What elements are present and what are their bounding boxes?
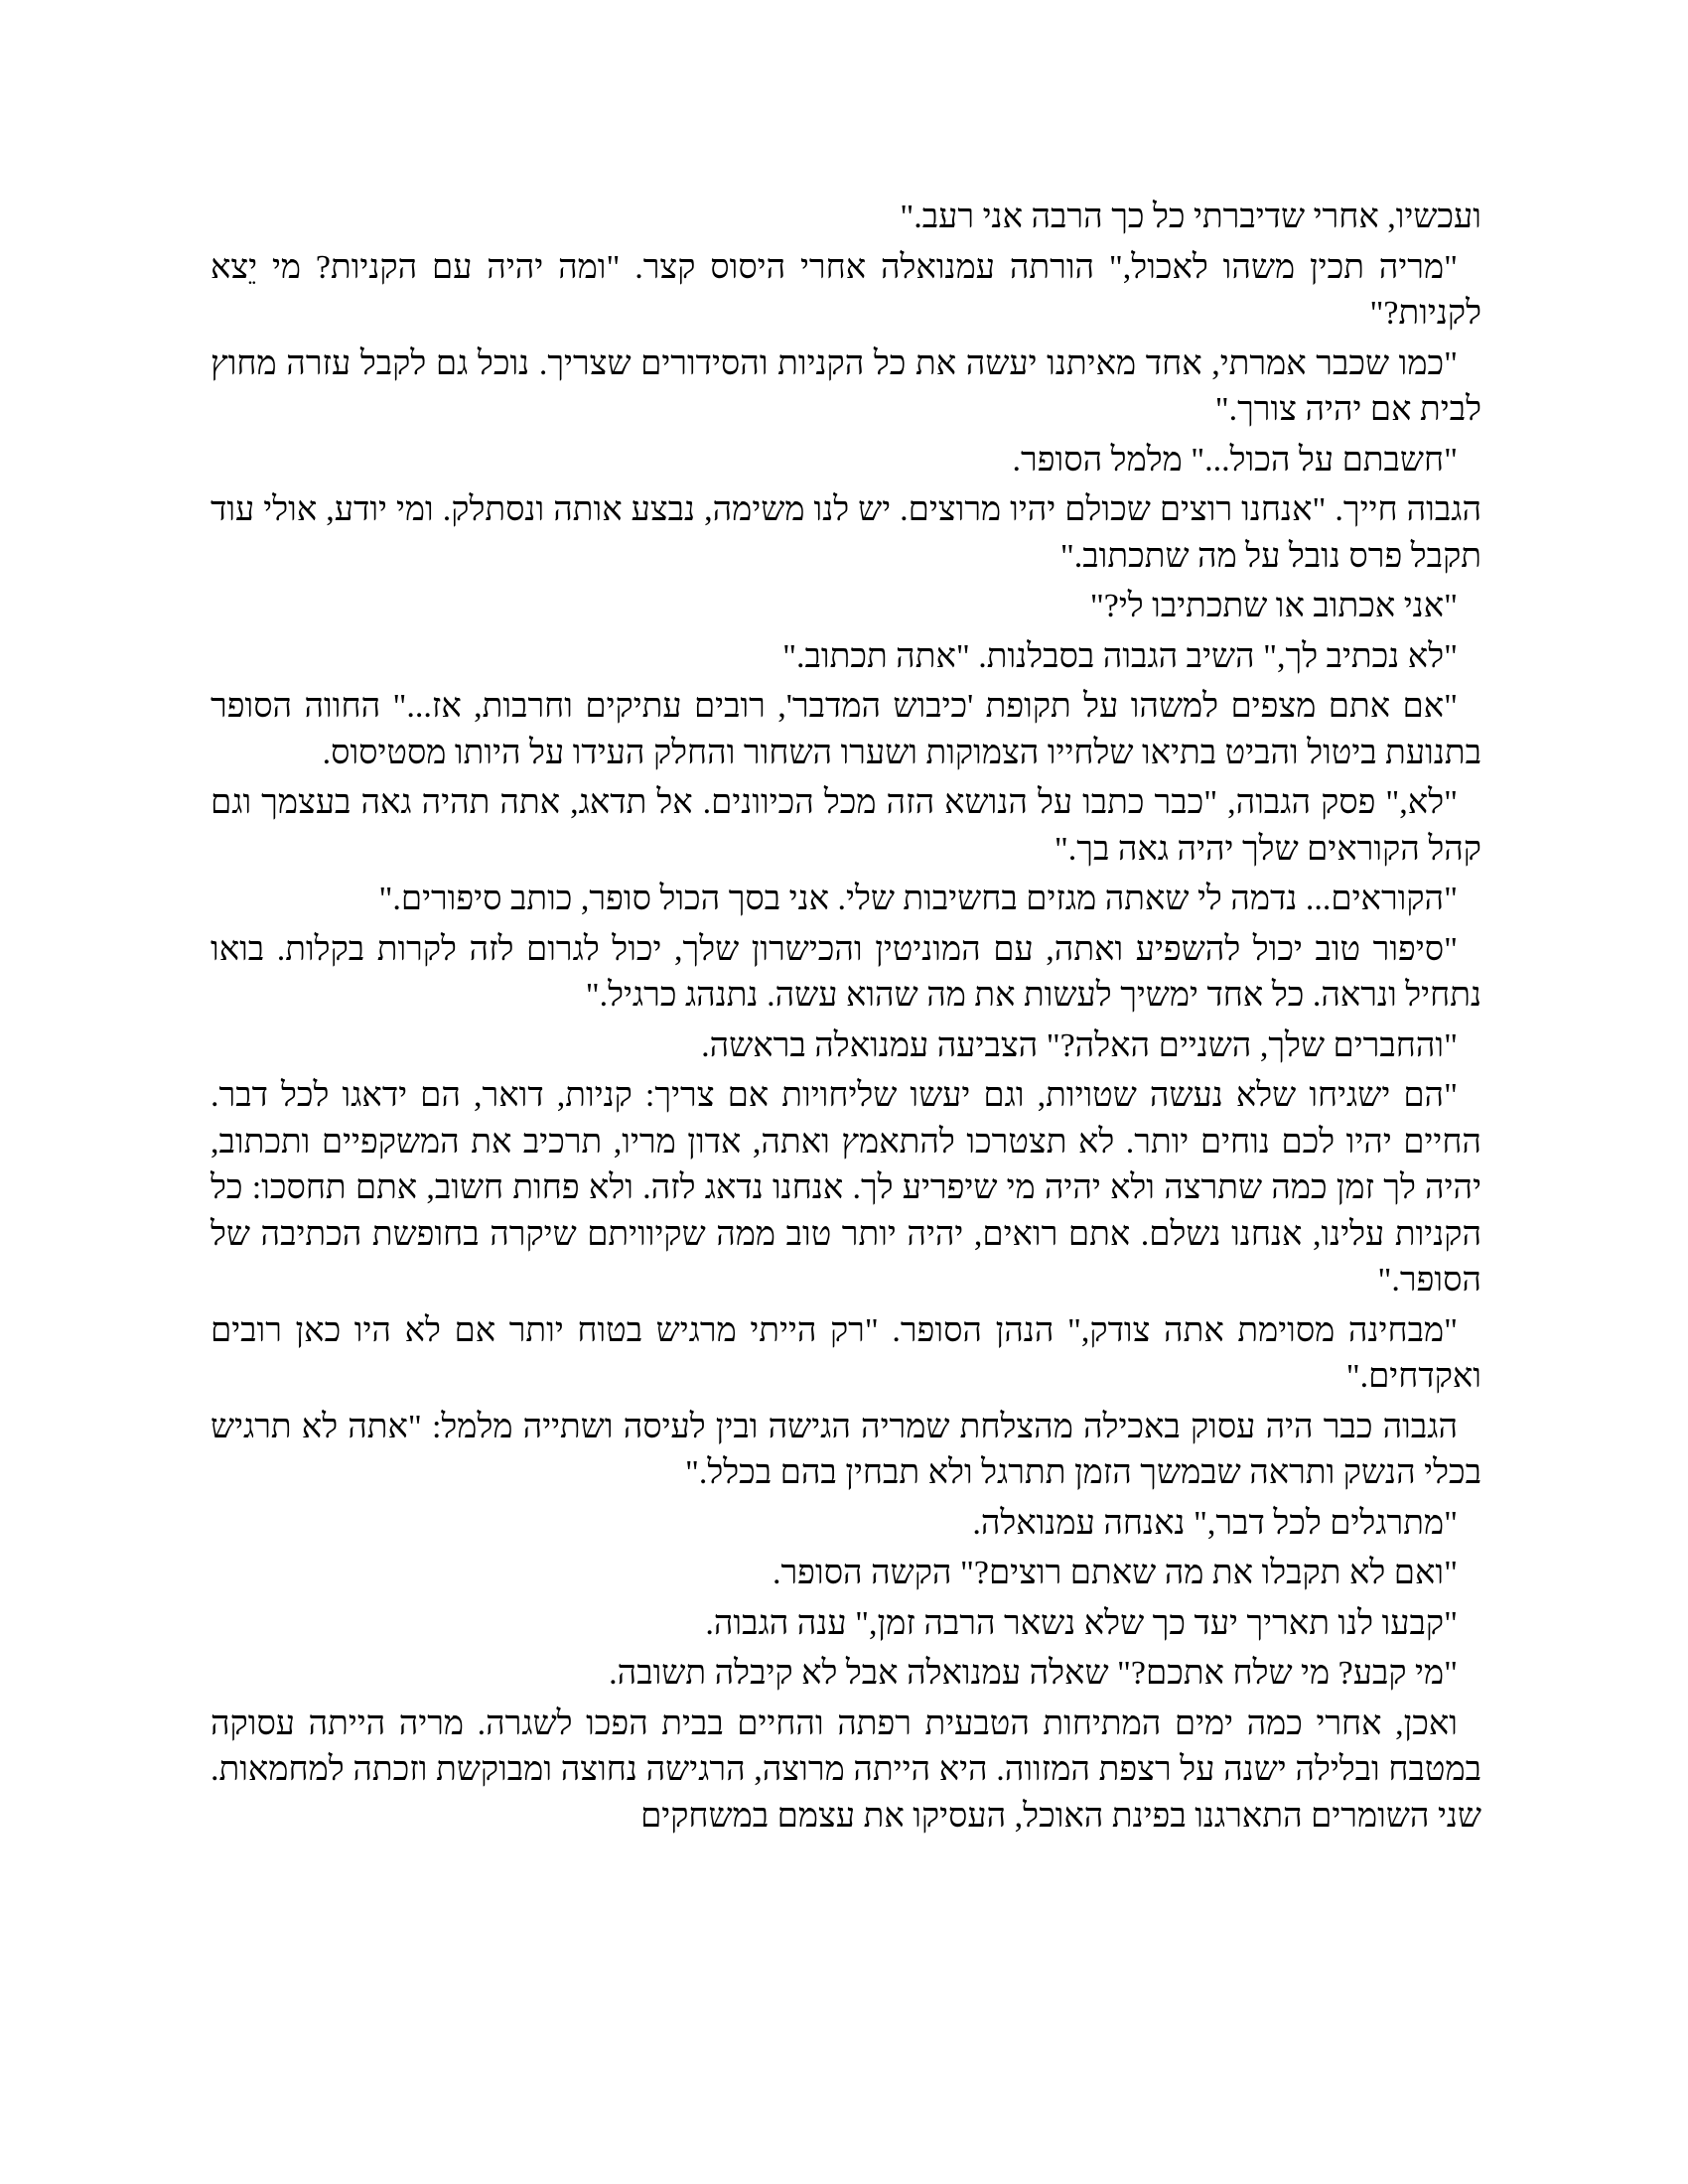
paragraph: "לא," פסק הגבוה, "כבר כתבו על הנושא הזה מכל הכיוונים. אל תדאג, אתה תהיה גאה בעצמך וגם קהל הקוראים שלך יהיה גאה בך." <box>211 784 1481 868</box>
paragraph: "כמו שכבר אמרתי, אחד מאיתנו יעשה את כל הקניות והסידורים שצריך. נוכל גם לקבל עזרה מחוץ לבית אם יהיה צורך." <box>211 344 1481 428</box>
paragraph: "קבעו לנו תאריך יעד כך שלא נשאר הרבה זמן," ענה הגבוה. <box>705 1604 1458 1642</box>
paragraph: "לא נכתיב לך," השיב הגבוה בסבלנות. "אתה תכתוב." <box>782 637 1458 675</box>
paragraph: "אם אתם מצפים למשהו על תקופת 'כיבוש המדבר', רובים עתיקים וחרבות, אז..." החווה הסופר בתנועת ביטול והביט בתיאו שלחייו הצמוקות ושערו השחור והחלק העידו על היותו מסטיסוס. <box>211 688 1481 771</box>
body-text <box>211 195 1481 1843</box>
paragraph: ואכן, אחרי כמה ימים המתיחות הטבעית רפתה והחיים בבית הפכו לשגרה. מריה הייתה עסוקה במטבח ובלילה ישנה על רצפת המזווה. היא הייתה מרוצה, הרגישה נחוצה ומבוקשת וזכתה למחמאות. שני השומרים התארגנו בפינת האוכל, העסיקו את עצמם במשחקים <box>211 1705 1481 1835</box>
paragraph: הגבוה חייך. "אנחנו רוצים שכולם יהיו מרוצים. יש לנו משימה, נבצע אותה ונסתלק. ומי יודע, אולי עוד תקבל פרס נובל על מה שתכתוב." <box>211 491 1481 575</box>
paragraph: "ואם לא תקבלו את מה שאתם רוצים?" הקשה הסופר. <box>772 1555 1458 1591</box>
paragraph: "מריה תכין משהו לאכול," הורתה עמנואלה אחרי היסוס קצר. "ומה יהיה עם הקניות? מי יֵצא לקניות?" <box>211 248 1481 332</box>
paragraph: "והחברים שלך, השניים האלה?" הצביעה עמנואלה בראשה. <box>701 1026 1458 1064</box>
paragraph: "מבחינה מסוימת אתה צודק," הנהן הסופר. "רק הייתי מרגיש בטוח יותר אם לא היו כאן רובים ואקדחים." <box>211 1311 1481 1395</box>
paragraph: "הם ישגיחו שלא נעשה שטויות, וגם יעשו שליחויות אם צריך: קניות, דואר, הם ידאגו לכל דבר. החיים יהיו לכם נוחים יותר. לא תצטרכו להתאמץ ואתה, אדון מריו, תרכיב את המשקפיים ותכתוב, יהיה לך זמן כמה שתרצה ולא יהיה מי שיפריע לך. אנחנו נדאג לזה. ולא פחות חשוב, אתם תחסכו: כל הקניות עלינו, אנחנו נשלם. אתם רואים, יהיה יותר טוב ממה שקיוויתם שיקרה בחופשת הכתיבה של הסופר." <box>211 1077 1481 1298</box>
paragraph: "אני אכתוב או שתכתיבו לי?" <box>1089 588 1458 624</box>
paragraph: "מי קבע? מי שלח אתכם?" שאלה עמנואלה אבל לא קיבלה תשובה. <box>609 1655 1458 1692</box>
paragraph: "חשבתם על הכול..." מלמל הסופר. <box>1012 441 1458 478</box>
paragraph: "מתרגלים לכל דבר," נאנחה עמנואלה. <box>972 1504 1458 1542</box>
paragraph: הגבוה כבר היה עסוק באכילה מהצלחת שמריה הגישה ובין לעיסה ושתייה מלמל: "אתה לא תרגיש בכלי הנשק ותראה שבמשך הזמן תתרגל ולא תבחין בהם בכלל." <box>211 1408 1481 1491</box>
paragraph: ועכשיו, אחרי שדיברתי כל כך הרבה אני רעב." <box>900 199 1481 235</box>
paragraph: "סיפור טוב יכול להשפיע ואתה, עם המוניטין והכישרון שלך, יכול לגרום לזה לקרות בקלות. בואו נתחיל ונראה. כל אחד ימשיך לעשות את מה שהוא עשה. נתנהג כרגיל." <box>211 930 1481 1014</box>
paragraph: "הקוראים... נדמה לי שאתה מגזים בחשיבות שלי. אני בסך הכול סופר, כותב סיפורים." <box>378 881 1458 917</box>
